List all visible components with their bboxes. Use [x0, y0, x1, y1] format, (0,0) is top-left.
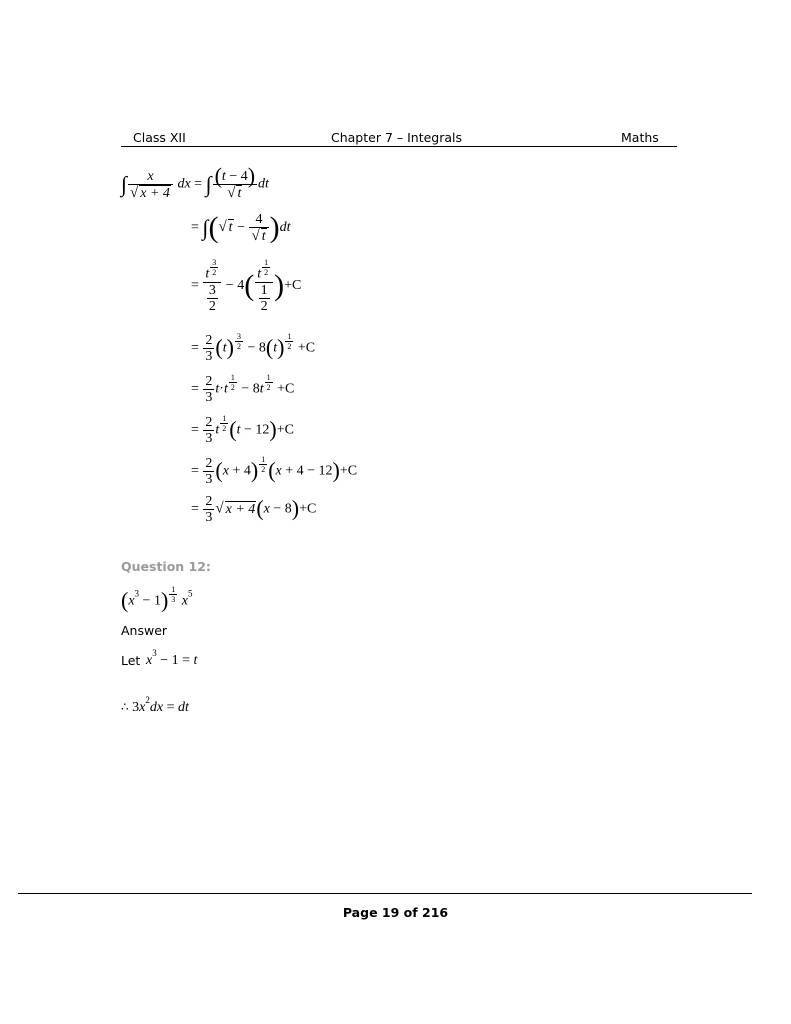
math-step-4: = $\frac{2}{3}$ t·t $^{\frac{1}{2}}$ − 8t $^{\frac{1}{2}}$ +C	[191, 373, 295, 405]
header-class: Class XII	[133, 130, 186, 145]
math-step-0: ∫ $\frac{x}{√ x + 4}$ dx = ∫ $\frac{(t - 4)}{√ t}$ dt	[121, 163, 269, 201]
footer-rule	[18, 893, 752, 894]
math-step-3: = $\frac{2}{3}$ (t) $^{\frac{3}{2}}$ − 8(t) $^{\frac{1}{2}}$ +C	[191, 332, 316, 364]
math-step-7: = $\frac{2}{3}$ √ x + 4(x − 8)+C	[191, 494, 317, 525]
header-rule	[121, 146, 677, 147]
page-number: Page 19 of 216	[342, 905, 449, 920]
header-chapter: Chapter 7 – Integrals	[331, 130, 463, 145]
math-differential: ∴ $3x^2dx$ = dt	[121, 695, 189, 715]
math-step-5: = $\frac{2}{3}$ t $^{\frac{1}{2}}$ (t − 12)+C	[191, 414, 294, 446]
math-step-2: = t $^{\frac{3}{2}}$ $\frac{3}{2}$ − 4( t $^{\frac{1}{2}}$ $\frac{1}{2}$ )+C	[191, 258, 302, 314]
math-step-6: = $\frac{2}{3}$ (x + 4) $^{\frac{1}{2}}$ (x + 4 − 12)+C	[191, 455, 358, 487]
header-subject: Maths	[621, 130, 659, 145]
therefore-symbol: ∴	[121, 700, 129, 714]
question-title: Question 12:	[121, 559, 211, 574]
math-step-1: = ∫(√ t − $\frac{4}{√ t}$ )dt	[191, 211, 291, 244]
question-expression: $(x^3 - 1)$ $^{\frac{1}{3}}$ $x^5$	[121, 585, 193, 613]
answer-label: Answer	[121, 623, 168, 638]
let-label: Let	[121, 653, 141, 668]
math-substitution: $x^3 - 1 = t$	[146, 648, 198, 668]
